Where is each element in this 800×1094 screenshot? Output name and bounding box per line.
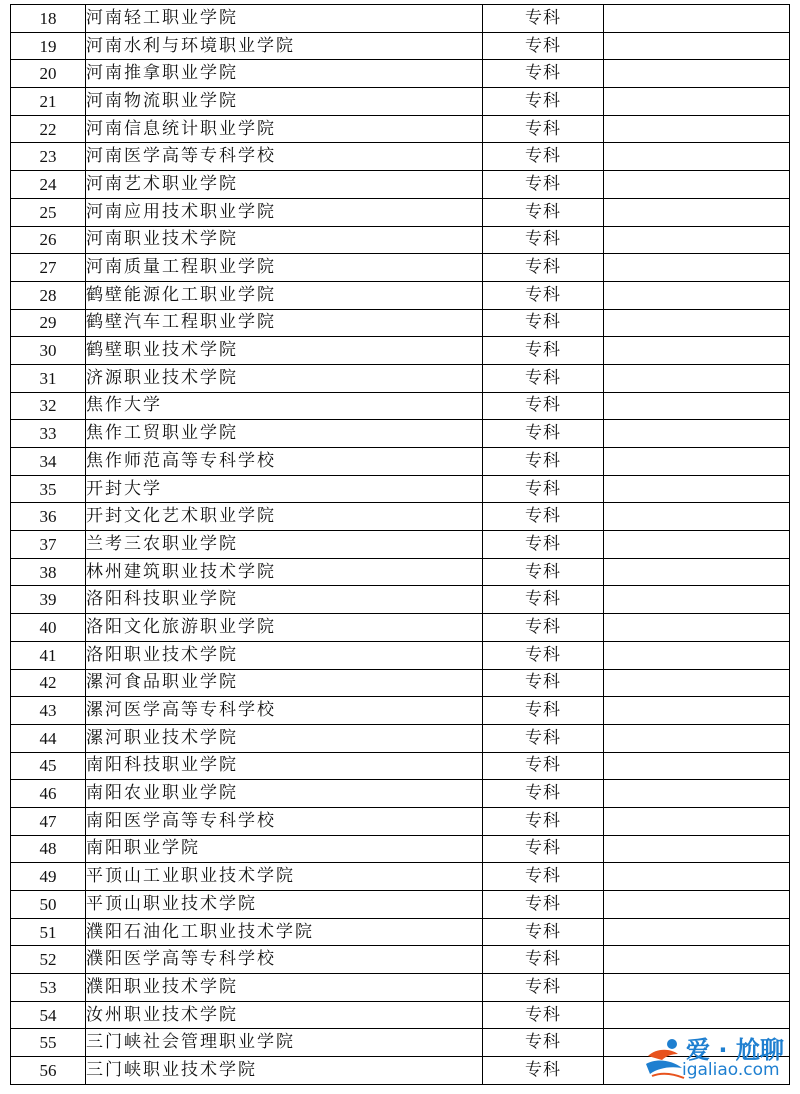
college-name: 河南水利与环境职业学院	[86, 32, 483, 60]
note-cell	[604, 448, 790, 476]
table-row	[11, 198, 790, 226]
education-level: 专科	[483, 918, 604, 946]
row-number: 25	[11, 198, 86, 226]
college-name: 汝州职业技术学院	[86, 1001, 483, 1029]
table-row	[11, 974, 790, 1002]
note-cell	[604, 32, 790, 60]
college-name: 开封文化艺术职业学院	[86, 503, 483, 531]
college-name: 济源职业技术学院	[86, 364, 483, 392]
college-name: 鹤壁汽车工程职业学院	[86, 309, 483, 337]
row-number: 32	[11, 392, 86, 420]
note-cell	[604, 752, 790, 780]
row-number: 33	[11, 420, 86, 448]
row-number: 18	[11, 5, 86, 33]
college-name: 洛阳科技职业学院	[86, 586, 483, 614]
table-row	[11, 143, 790, 171]
education-level: 专科	[483, 198, 604, 226]
college-name: 焦作师范高等专科学校	[86, 448, 483, 476]
row-number: 46	[11, 780, 86, 808]
watermark-title: 爱 · 尬聊	[686, 1036, 784, 1064]
row-number: 45	[11, 752, 86, 780]
note-cell	[604, 143, 790, 171]
table-row	[11, 780, 790, 808]
row-number: 26	[11, 226, 86, 254]
row-number: 20	[11, 60, 86, 88]
college-name: 兰考三农职业学院	[86, 531, 483, 559]
college-name: 河南信息统计职业学院	[86, 115, 483, 143]
education-level: 专科	[483, 60, 604, 88]
college-name: 开封大学	[86, 475, 483, 503]
note-cell	[604, 475, 790, 503]
college-name: 漯河职业技术学院	[86, 724, 483, 752]
education-level: 专科	[483, 669, 604, 697]
table-row	[11, 337, 790, 365]
note-cell	[604, 835, 790, 863]
row-number: 30	[11, 337, 86, 365]
education-level: 专科	[483, 88, 604, 116]
education-level: 专科	[483, 337, 604, 365]
table-row	[11, 60, 790, 88]
row-number: 55	[11, 1029, 86, 1057]
table-row	[11, 1001, 790, 1029]
note-cell	[604, 5, 790, 33]
college-name: 南阳科技职业学院	[86, 752, 483, 780]
college-name: 洛阳职业技术学院	[86, 641, 483, 669]
table-row	[11, 697, 790, 725]
table-row	[11, 226, 790, 254]
college-list-table	[10, 4, 790, 1085]
note-cell	[604, 558, 790, 586]
table-row	[11, 88, 790, 116]
table-row	[11, 586, 790, 614]
row-number: 19	[11, 32, 86, 60]
education-level: 专科	[483, 503, 604, 531]
note-cell	[604, 281, 790, 309]
college-name: 平顶山职业技术学院	[86, 891, 483, 919]
note-cell	[604, 863, 790, 891]
table-row	[11, 309, 790, 337]
note-cell	[604, 115, 790, 143]
college-name: 洛阳文化旅游职业学院	[86, 614, 483, 642]
education-level: 专科	[483, 946, 604, 974]
education-level: 专科	[483, 586, 604, 614]
note-cell	[604, 198, 790, 226]
education-level: 专科	[483, 309, 604, 337]
education-level: 专科	[483, 5, 604, 33]
note-cell	[604, 309, 790, 337]
table-row	[11, 724, 790, 752]
education-level: 专科	[483, 891, 604, 919]
college-name: 河南质量工程职业学院	[86, 254, 483, 282]
table-row	[11, 5, 790, 33]
table-row	[11, 531, 790, 559]
education-level: 专科	[483, 780, 604, 808]
table-row	[11, 752, 790, 780]
note-cell	[604, 891, 790, 919]
row-number: 35	[11, 475, 86, 503]
college-name: 河南应用技术职业学院	[86, 198, 483, 226]
row-number: 48	[11, 835, 86, 863]
note-cell	[604, 918, 790, 946]
education-level: 专科	[483, 364, 604, 392]
note-cell	[604, 503, 790, 531]
education-level: 专科	[483, 420, 604, 448]
row-number: 24	[11, 171, 86, 199]
row-number: 54	[11, 1001, 86, 1029]
college-name: 濮阳职业技术学院	[86, 974, 483, 1002]
note-cell	[604, 420, 790, 448]
table-body	[11, 5, 790, 1085]
table-row	[11, 392, 790, 420]
note-cell	[604, 807, 790, 835]
row-number: 23	[11, 143, 86, 171]
row-number: 27	[11, 254, 86, 282]
row-number: 22	[11, 115, 86, 143]
note-cell	[604, 669, 790, 697]
education-level: 专科	[483, 32, 604, 60]
education-level: 专科	[483, 143, 604, 171]
education-level: 专科	[483, 171, 604, 199]
table-row	[11, 835, 790, 863]
education-level: 专科	[483, 835, 604, 863]
college-name: 焦作工贸职业学院	[86, 420, 483, 448]
college-name: 河南轻工职业学院	[86, 5, 483, 33]
row-number: 28	[11, 281, 86, 309]
note-cell	[604, 586, 790, 614]
table-row	[11, 807, 790, 835]
watermark	[642, 1030, 792, 1086]
college-name: 河南艺术职业学院	[86, 171, 483, 199]
college-name: 濮阳医学高等专科学校	[86, 946, 483, 974]
college-name: 焦作大学	[86, 392, 483, 420]
college-name: 南阳医学高等专科学校	[86, 807, 483, 835]
education-level: 专科	[483, 226, 604, 254]
education-level: 专科	[483, 1001, 604, 1029]
college-name: 林州建筑职业技术学院	[86, 558, 483, 586]
row-number: 47	[11, 807, 86, 835]
table-row	[11, 254, 790, 282]
note-cell	[604, 697, 790, 725]
row-number: 56	[11, 1057, 86, 1085]
college-name: 河南物流职业学院	[86, 88, 483, 116]
note-cell	[604, 531, 790, 559]
note-cell	[604, 641, 790, 669]
education-level: 专科	[483, 254, 604, 282]
row-number: 53	[11, 974, 86, 1002]
college-name: 河南医学高等专科学校	[86, 143, 483, 171]
college-name: 三门峡职业技术学院	[86, 1057, 483, 1085]
education-level: 专科	[483, 641, 604, 669]
note-cell	[604, 226, 790, 254]
college-name: 河南职业技术学院	[86, 226, 483, 254]
row-number: 50	[11, 891, 86, 919]
education-level: 专科	[483, 1057, 604, 1085]
note-cell	[604, 88, 790, 116]
table-row	[11, 863, 790, 891]
education-level: 专科	[483, 475, 604, 503]
education-level: 专科	[483, 807, 604, 835]
education-level: 专科	[483, 531, 604, 559]
education-level: 专科	[483, 697, 604, 725]
education-level: 专科	[483, 558, 604, 586]
table-row	[11, 115, 790, 143]
college-name: 漯河食品职业学院	[86, 669, 483, 697]
row-number: 37	[11, 531, 86, 559]
note-cell	[604, 780, 790, 808]
table-row	[11, 364, 790, 392]
table-row	[11, 32, 790, 60]
table-row	[11, 946, 790, 974]
row-number: 44	[11, 724, 86, 752]
note-cell	[604, 364, 790, 392]
education-level: 专科	[483, 115, 604, 143]
education-level: 专科	[483, 863, 604, 891]
note-cell	[604, 614, 790, 642]
table-row	[11, 669, 790, 697]
table-row	[11, 281, 790, 309]
college-name: 鹤壁能源化工职业学院	[86, 281, 483, 309]
watermark-url: igaliao.com	[682, 1060, 780, 1080]
note-cell	[604, 392, 790, 420]
row-number: 43	[11, 697, 86, 725]
row-number: 38	[11, 558, 86, 586]
note-cell	[604, 254, 790, 282]
row-number: 42	[11, 669, 86, 697]
note-cell	[604, 337, 790, 365]
row-number: 41	[11, 641, 86, 669]
note-cell	[604, 1001, 790, 1029]
college-name: 南阳职业学院	[86, 835, 483, 863]
education-level: 专科	[483, 614, 604, 642]
college-name: 鹤壁职业技术学院	[86, 337, 483, 365]
table-row	[11, 171, 790, 199]
note-cell	[604, 60, 790, 88]
table-row	[11, 614, 790, 642]
table-row	[11, 475, 790, 503]
table-row	[11, 503, 790, 531]
row-number: 34	[11, 448, 86, 476]
education-level: 专科	[483, 392, 604, 420]
row-number: 49	[11, 863, 86, 891]
row-number: 36	[11, 503, 86, 531]
row-number: 29	[11, 309, 86, 337]
table-row	[11, 641, 790, 669]
table-row	[11, 918, 790, 946]
note-cell	[604, 724, 790, 752]
row-number: 40	[11, 614, 86, 642]
row-number: 51	[11, 918, 86, 946]
education-level: 专科	[483, 974, 604, 1002]
college-name: 南阳农业职业学院	[86, 780, 483, 808]
education-level: 专科	[483, 752, 604, 780]
college-name: 三门峡社会管理职业学院	[86, 1029, 483, 1057]
education-level: 专科	[483, 448, 604, 476]
note-cell	[604, 946, 790, 974]
table-row	[11, 558, 790, 586]
note-cell	[604, 171, 790, 199]
row-number: 21	[11, 88, 86, 116]
education-level: 专科	[483, 1029, 604, 1057]
college-name: 平顶山工业职业技术学院	[86, 863, 483, 891]
table-row	[11, 891, 790, 919]
college-name: 漯河医学高等专科学校	[86, 697, 483, 725]
college-name: 濮阳石油化工职业技术学院	[86, 918, 483, 946]
note-cell	[604, 974, 790, 1002]
row-number: 31	[11, 364, 86, 392]
row-number: 52	[11, 946, 86, 974]
education-level: 专科	[483, 724, 604, 752]
college-name: 河南推拿职业学院	[86, 60, 483, 88]
table-row	[11, 448, 790, 476]
education-level: 专科	[483, 281, 604, 309]
row-number: 39	[11, 586, 86, 614]
table-row	[11, 420, 790, 448]
